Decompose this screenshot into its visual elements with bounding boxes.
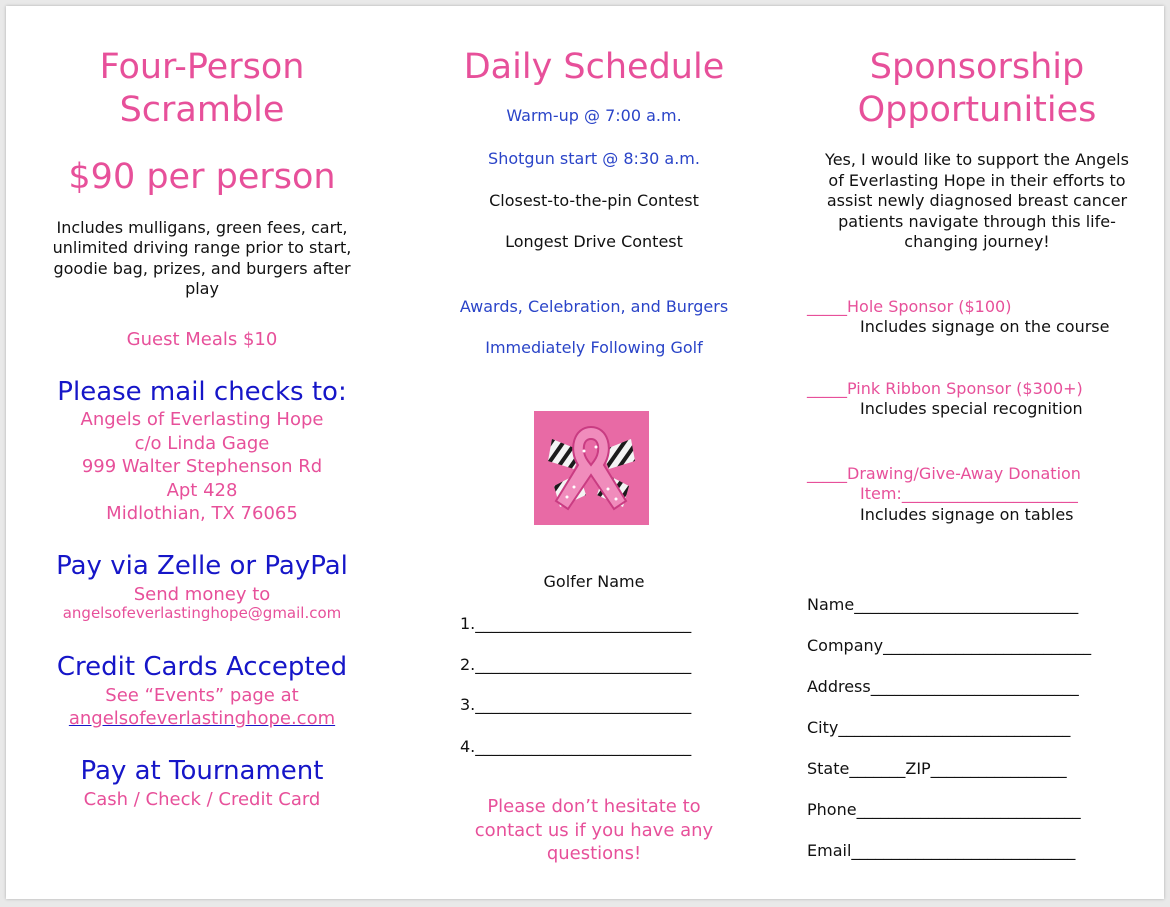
address-line-4: Apt 428: [166, 480, 238, 501]
intro-line-1: Yes, I would like to support the Angels: [825, 150, 1129, 169]
zelle-text: Send money to: [133, 584, 271, 605]
donation-item-line[interactable]: Item:______________________: [860, 484, 1078, 503]
title-line-1: Four-Person: [99, 47, 305, 87]
address-line-1: Angels of Everlasting Hope: [80, 409, 324, 430]
sponsorship-column: [790, 6, 1164, 899]
golfer-line-1[interactable]: 1.___________________________: [460, 614, 692, 633]
intro-line-3: assist newly diagnosed breast cancer: [826, 191, 1128, 210]
zelle-heading: Pay via Zelle or PayPal: [56, 551, 348, 581]
includes-line-4: play: [185, 279, 219, 298]
tournament-text: Cash / Check / Credit Card: [83, 789, 321, 810]
brochure-page: [6, 6, 1164, 899]
shotgun-start: Shotgun start @ 8:30 a.m.: [488, 149, 700, 168]
golfer-name-heading: Golfer Name: [543, 572, 645, 591]
pink-ribbon-sponsor-option[interactable]: _____Pink Ribbon Sponsor ($300+): [807, 379, 1083, 398]
contact-line-2: contact us if you have any: [474, 820, 714, 841]
address-line-3: 999 Walter Stephenson Rd: [81, 456, 323, 477]
credit-card-text: See “Events” page at: [105, 685, 299, 706]
address-field[interactable]: Address__________________________: [807, 677, 1079, 696]
events-link[interactable]: angelsofeverlastinghope.com: [68, 708, 336, 729]
schedule-column: [398, 6, 790, 899]
hole-sponsor-desc: Includes signage on the course: [860, 317, 1110, 336]
longest-contest: Longest Drive Contest: [505, 232, 683, 251]
company-field[interactable]: Company__________________________: [807, 636, 1092, 655]
guest-meals: Guest Meals $10: [126, 329, 278, 350]
pricing-column: [6, 6, 398, 899]
name-field[interactable]: Name____________________________: [807, 595, 1079, 614]
following-text: Immediately Following Golf: [485, 338, 703, 357]
events-link-wrap: [6, 707, 398, 731]
hole-sponsor-option[interactable]: _____Hole Sponsor ($100): [807, 297, 1012, 316]
golfer-line-4[interactable]: 4.___________________________: [460, 737, 692, 756]
title-line-2: Scramble: [119, 90, 285, 130]
city-field[interactable]: City_____________________________: [807, 718, 1071, 737]
contact-line-3: questions!: [546, 843, 642, 864]
intro-line-4: patients navigate through this life-: [838, 212, 1116, 231]
closest-contest: Closest-to-the-pin Contest: [489, 191, 699, 210]
intro-line-2: of Everlasting Hope in their efforts to: [828, 171, 1126, 190]
schedule-title: Daily Schedule: [463, 47, 725, 87]
pink-ribbon-sponsor-desc: Includes special recognition: [860, 399, 1083, 418]
credit-card-heading: Credit Cards Accepted: [56, 652, 348, 682]
includes-line-3: goodie bag, prizes, and burgers after: [53, 259, 351, 278]
awards-text: Awards, Celebration, and Burgers: [459, 297, 729, 316]
email-field[interactable]: Email____________________________: [807, 841, 1076, 860]
zelle-email: angelsofeverlastinghope@gmail.com: [62, 604, 342, 622]
contact-line-1: Please don’t hesitate to: [487, 796, 701, 817]
address-line-2: c/o Linda Gage: [134, 433, 270, 454]
donation-desc: Includes signage on tables: [860, 505, 1074, 524]
sponsor-title-line-2: Opportunities: [857, 90, 1097, 130]
pink-zebra-ribbon-icon: [534, 411, 649, 525]
includes-line-2: unlimited driving range prior to start,: [52, 238, 352, 257]
tournament-heading: Pay at Tournament: [80, 756, 324, 786]
includes-line-1: Includes mulligans, green fees, cart,: [56, 218, 348, 237]
phone-field[interactable]: Phone____________________________: [807, 800, 1081, 819]
state-zip-field[interactable]: State_______ZIP_________________: [807, 759, 1067, 778]
warmup-time: Warm-up @ 7:00 a.m.: [506, 106, 682, 125]
price: $90 per person: [68, 157, 336, 197]
golfer-line-3[interactable]: 3.___________________________: [460, 695, 692, 714]
address-line-5: Midlothian, TX 76065: [106, 503, 298, 524]
donation-option[interactable]: _____Drawing/Give-Away Donation: [807, 464, 1081, 483]
golfer-line-2[interactable]: 2.___________________________: [460, 655, 692, 674]
mail-heading: Please mail checks to:: [57, 377, 347, 407]
sponsor-title-line-1: Sponsorship: [869, 47, 1085, 87]
intro-line-5: changing journey!: [904, 232, 1050, 251]
